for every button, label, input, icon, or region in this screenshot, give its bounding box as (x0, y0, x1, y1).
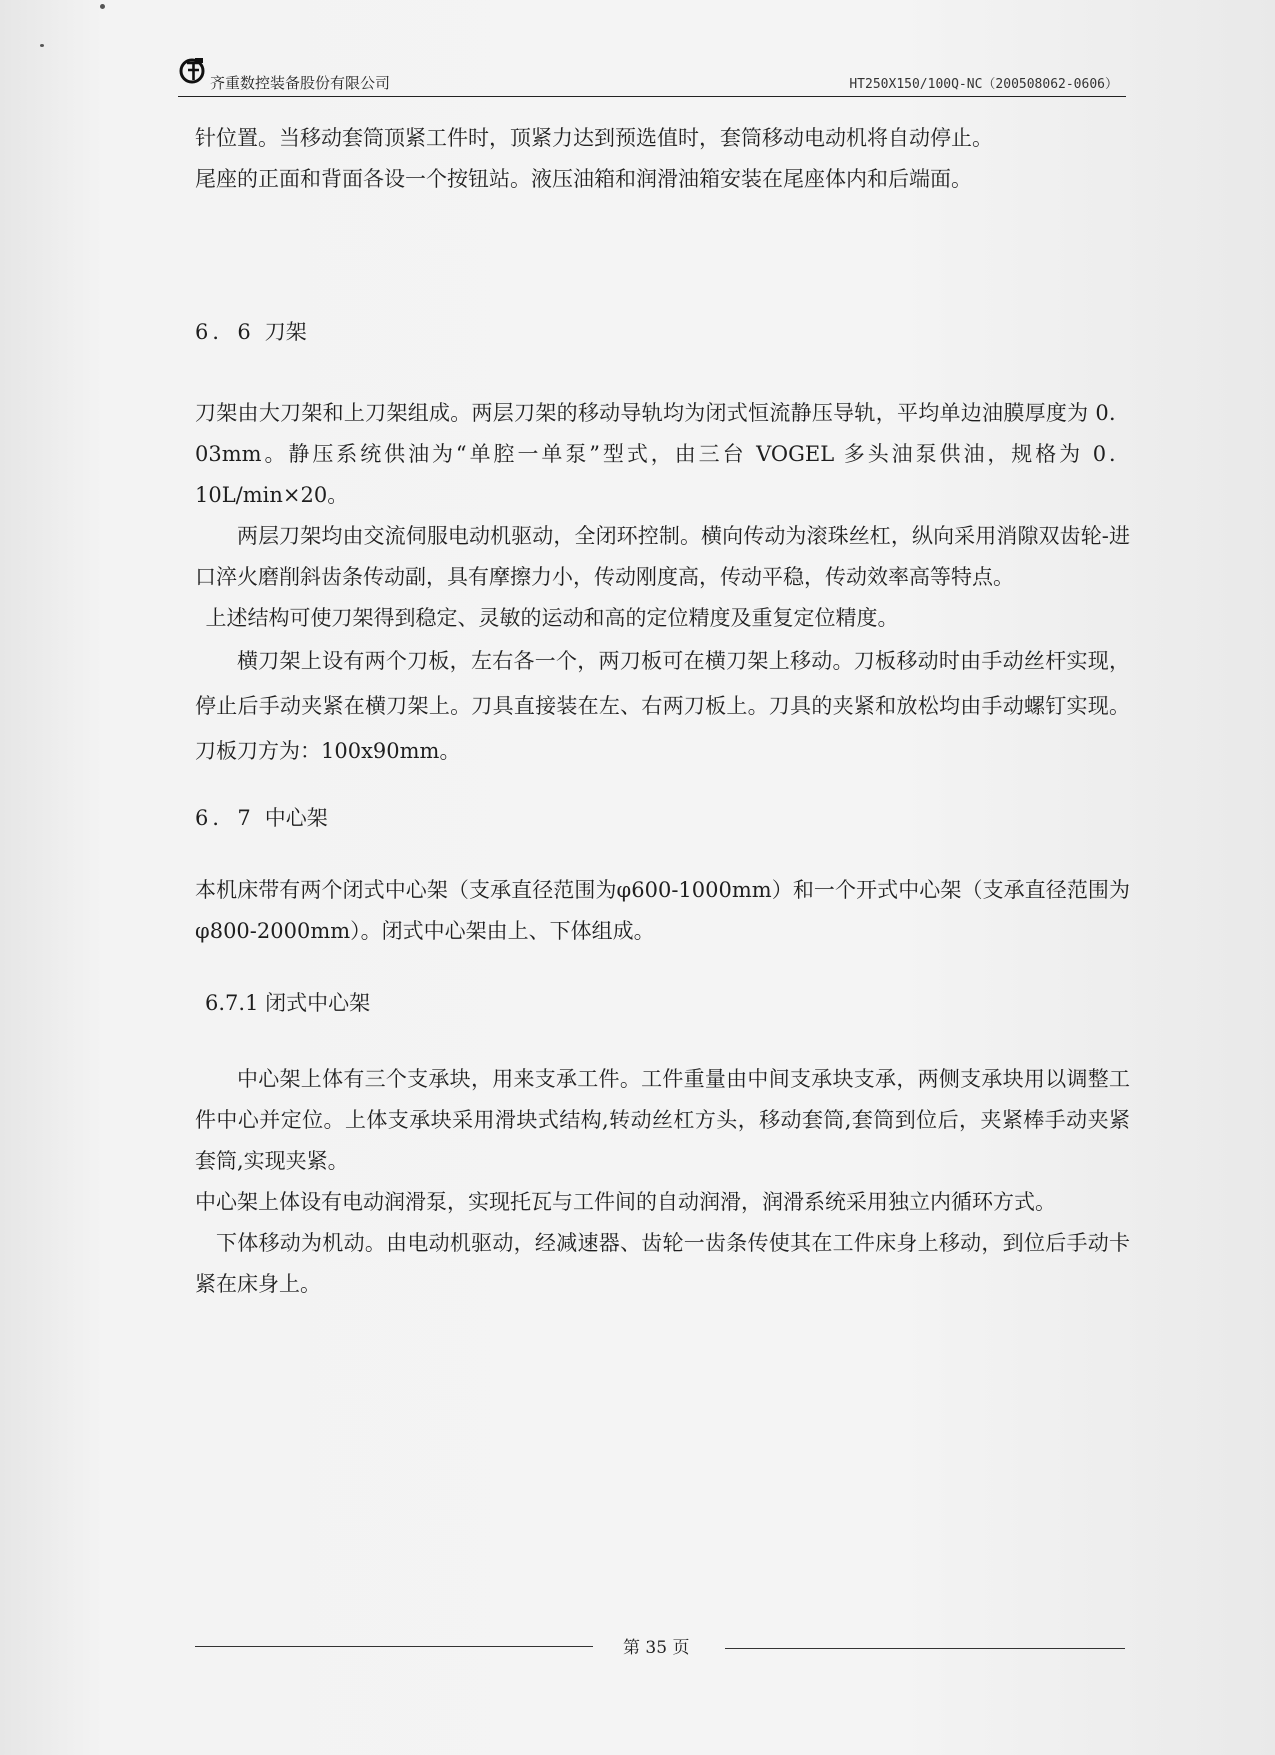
page-footer (195, 1633, 1125, 1663)
footer-rule-left (195, 1646, 593, 1647)
company-logo-icon (178, 56, 208, 86)
section-number: 6．6 (195, 320, 255, 344)
paragraph: 两层刀架均由交流伺服电动机驱动，全闭环控制。横向传动为滚珠丝杠，纵向采用消隙双齿轮-进口淬火磨削斜齿条传动副，具有摩擦力小，传动刚度高，传动平稳，传动效率高等特点。 (195, 524, 1130, 589)
paragraph: 横刀架上设有两个刀板，左右各一个，两刀板可在横刀架上移动。刀板移动时由手动丝杆实现，停止后手动夹紧在横刀架上。刀具直接装在左、右两刀板上。刀具的夹紧和放松均由手动螺钉实现。刀板刀方为：100x90mm。 (195, 649, 1130, 763)
section-heading-6-6 (195, 312, 1130, 353)
paragraph: 中心架上体有三个支承块，用来支承工件。工件重量由中间支承块支承，两侧支承块用以调整工件中心并定位。上体支承块采用滑块式结构,转动丝杠方头，移动套筒,套筒到位后，夹紧棒手动夹紧套筒,实现夹紧。 (195, 1067, 1130, 1173)
section-title: 刀架 (264, 320, 307, 344)
section-title: 中心架 (264, 806, 328, 830)
section-heading-6-7 (195, 798, 1130, 839)
page-number: 第 35 页 (623, 1638, 690, 1658)
paragraph: 刀架由大刀架和上刀架组成。两层刀架的移动导轨均为闭式恒流静压导轨，平均单边油膜厚度为 0．03mm。静压系统供油为“单腔一单泵”型式，由三台 VOGEL 多头油泵供油，规格为 0．10L/min×20。 (195, 401, 1130, 507)
scan-speck (100, 4, 105, 9)
document-body (195, 118, 1130, 1305)
company-name: 齐重数控装备股份有限公司 (210, 74, 391, 92)
paragraph: 本机床带有两个闭式中心架（支承直径范围为φ600-1000mm）和一个开式中心架（支承直径范围为φ800-2000mm）。闭式中心架由上、下体组成。 (195, 878, 1130, 943)
scan-speck (40, 44, 44, 47)
footer-rule-right (725, 1648, 1125, 1649)
section-number: 6．7 (195, 806, 255, 830)
paragraph: 中心架上体设有电动润滑泵，实现托瓦与工件间的自动润滑，润滑系统采用独立内循环方式。 (195, 1190, 1056, 1214)
paragraph: 上述结构可使刀架得到稳定、灵敏的运动和高的定位精度及重复定位精度。 (205, 606, 899, 630)
paragraph: 针位置。当移动套筒顶紧工件时，顶紧力达到预选值时，套筒移动电动机将自动停止。 (195, 126, 993, 150)
paragraph: 尾座的正面和背面各设一个按钮站。液压油箱和润滑油箱安装在尾座体内和后端面。 (195, 167, 972, 191)
page-header (178, 52, 1126, 97)
subsection-heading-6-7-1: 6.7.1 闭式中心架 (205, 991, 371, 1015)
paragraph: 下体移动为机动。由电动机驱动，经减速器、齿轮一齿条传使其在工件床身上移动，到位后手动卡紧在床身上。 (195, 1231, 1130, 1296)
document-reference: HT250X150/100Q-NC（200508062-0606） (849, 77, 1118, 92)
